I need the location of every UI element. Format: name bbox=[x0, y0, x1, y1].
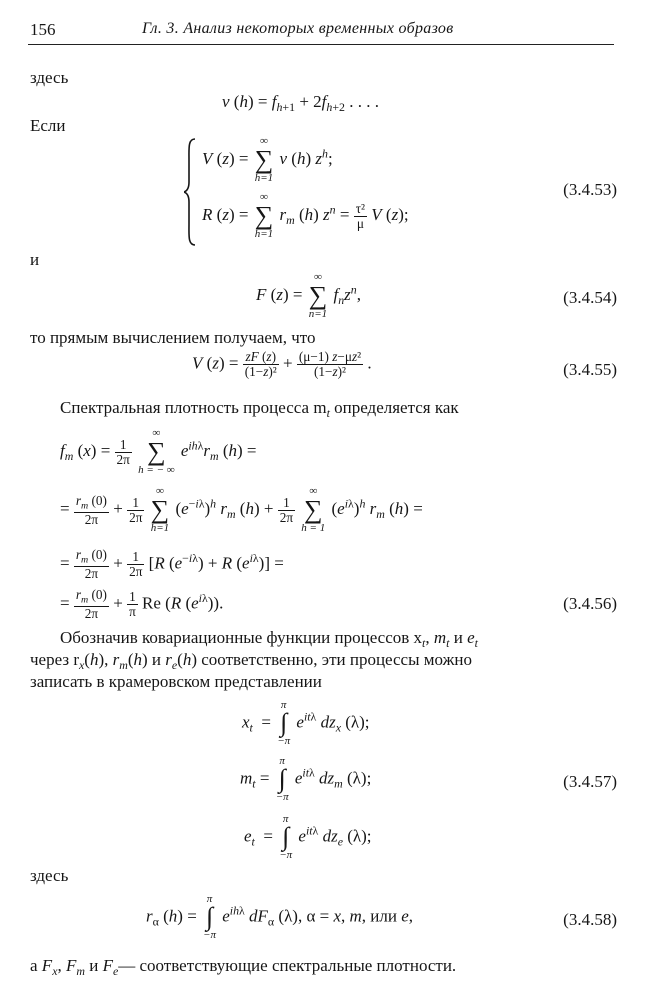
equation-f-m-line-2: = $\frac{r_m (0)}{2\pi}$ + $\frac{1}{2\pi}$ ∞ ∑ h=1 $(e^{-i\lambda})^h$ $r_m$ (h) + $\frac{1}{2\pi}$ ∞ ∑ h = 1 $(e^{i\lambda})^h$ $r_m$ (h) = bbox=[60, 485, 423, 534]
equation-m-t: $m_t$ = π ∫ −π $e^{it\lambda}$ $dz_m$ (λ); bbox=[240, 755, 372, 803]
equation-f-m-line-4: = $\frac{r_m (0)}{2\pi}$ + $\frac{1}{\pi}$ Re (R $(e^{i\lambda})$). bbox=[60, 587, 224, 622]
equation-x-t: $x_t$ = π ∫ −π $e^{it\lambda}$ $dz_x$ (λ); bbox=[242, 699, 370, 747]
equation-V-z: V (z) = ∞ ∑ h=1 v (h) $z^h$; bbox=[202, 135, 333, 184]
page-number: 156 bbox=[30, 20, 56, 39]
text-denote-line-3: записать в крамеровском представлении bbox=[30, 672, 322, 691]
equation-number-58: (3.4.58) bbox=[563, 910, 617, 929]
equation-number-57: (3.4.57) bbox=[563, 772, 617, 791]
text-last-line: а $F_x$, $F_m$ и $F_e—$ соответствующие спектральные плотности. bbox=[30, 956, 457, 979]
equation-f-m-line-1: $f_m$ (x) = $\frac{1}{2\pi}$ ∞ ∑ h = − ∞ $e^{ih\lambda}r_m$ (h) = bbox=[60, 427, 257, 476]
equation-number-54: (3.4.54) bbox=[563, 288, 617, 307]
equation-number-55: (3.4.55) bbox=[563, 360, 617, 379]
text-zdes-2: здесь bbox=[30, 866, 69, 885]
text-zdes-1: здесь bbox=[30, 68, 69, 87]
equation-F-z: F (z) = ∞ ∑ n=1 $f_nz^n$, bbox=[256, 271, 361, 320]
running-title: Гл. 3. Анализ некоторых временных образов bbox=[142, 20, 454, 37]
equation-number-56: (3.4.56) bbox=[563, 594, 617, 613]
system-brace bbox=[184, 138, 196, 246]
header-rule bbox=[28, 44, 614, 45]
text-direct: то прямым вычислением получаем, что bbox=[30, 328, 316, 347]
text-denote-line-1: Обозначив ковариационные функции процессов $x_t$, $m_t$ и $e_t$ bbox=[60, 628, 478, 651]
equation-e-t: $e_t$ = π ∫ −π $e^{it\lambda}$ $dz_e$ (λ); bbox=[244, 813, 372, 861]
equation-V-z-result: V (z) = $\frac{zF (z)}{\text{(1−z)²}}$ + $\frac{\text{(μ−1) z−μz²}}{\text{(1−z)²}}$ . bbox=[192, 349, 372, 379]
equation-R-z: R (z) = ∞ ∑ h=1 $r_m$ (h) $z^n$ = $\frac{\text{τ²}}{\mu}$ V (z); bbox=[202, 191, 409, 240]
text-denote-line-2: через $r_x(h)$, $r_m(h)$ и $r_e(h)$ соответственно, эти процессы можно bbox=[30, 650, 472, 673]
text-i: и bbox=[30, 250, 40, 269]
text-esli: Если bbox=[30, 116, 66, 135]
equation-r-alpha: $r_\alpha$ (h) = π ∫ −π $e^{ih\lambda}$ $dF_\alpha$ (λ), α = x, m, или e, bbox=[146, 893, 414, 941]
equation-f-m-line-3: = $\frac{r_m (0)}{2\pi}$ + $\frac{1}{2\pi}$ [R $(e^{-i\lambda}) + R$ $(e^{i\lambda})$] = bbox=[60, 547, 284, 582]
equation-number-53: (3.4.53) bbox=[563, 180, 617, 199]
equation-v-h: v $(h) = f_{h+1} + 2f_{h+2}$ . . . . bbox=[222, 92, 379, 115]
text-spectral: Спектральная плотность процесса $m_t$ определяется как bbox=[60, 398, 459, 421]
